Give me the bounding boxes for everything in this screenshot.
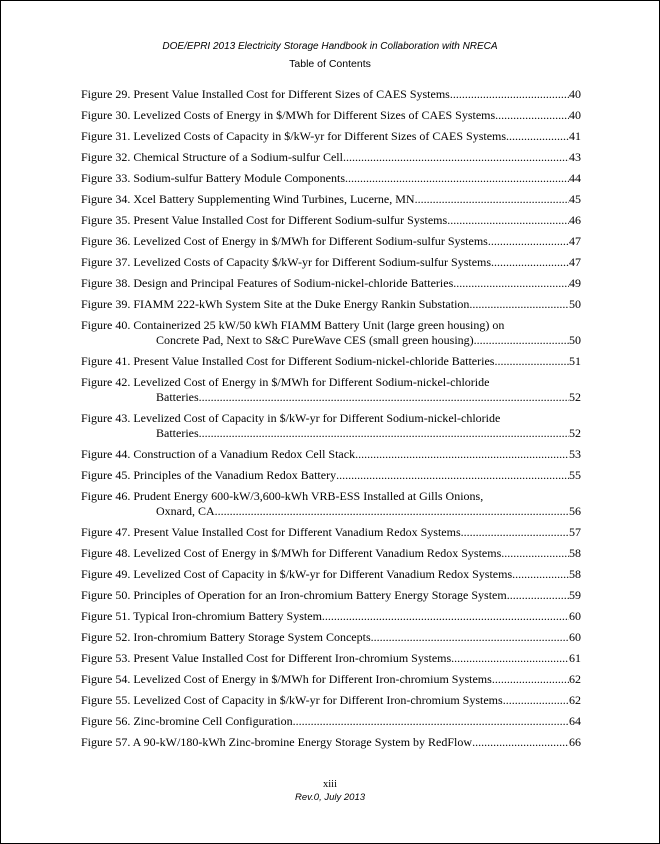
toc-leader-dots	[215, 504, 569, 519]
toc-entry-page: 51	[569, 354, 581, 368]
toc-leader-dots	[293, 714, 569, 729]
toc-leader-dots	[503, 693, 569, 708]
toc-entry[interactable]	[81, 213, 581, 228]
toc-leader-dots	[506, 129, 569, 144]
toc-leader-dots	[450, 87, 569, 102]
toc-entry-title: Figure 47. Present Value Installed Cost for Different Vanadium Redox Systems	[81, 525, 461, 539]
toc-entry-title: Figure 49. Levelized Cost of Capacity in $/kW-yr for Different Vanadium Redox Systems	[81, 567, 513, 581]
toc-entry-line	[81, 651, 581, 666]
toc-entry-title-continuation: Batteries	[156, 426, 199, 440]
toc-entry-title: Figure 55. Levelized Cost of Capacity in $/kW-yr for Different Iron-chromium Systems	[81, 693, 503, 707]
toc-leader-dots	[474, 333, 569, 348]
toc-entry-first-line	[81, 318, 581, 333]
toc-entry-line	[81, 630, 581, 645]
toc-entry-line	[81, 447, 581, 462]
toc-entry-line	[81, 735, 581, 750]
toc-leader-dots	[469, 297, 569, 312]
toc-entry[interactable]	[81, 234, 581, 249]
toc-entry-continuation-line	[81, 504, 581, 519]
toc-entry-line	[81, 129, 581, 144]
toc-entry[interactable]	[81, 489, 581, 519]
toc-entry-page: 62	[569, 672, 581, 686]
toc-entry[interactable]	[81, 468, 581, 483]
toc-leader-dots	[345, 171, 569, 186]
toc-entry-title: Figure 34. Xcel Battery Supplementing Wind Turbines, Lucerne, MN	[81, 192, 415, 206]
toc-entry[interactable]	[81, 192, 581, 207]
toc-entry[interactable]	[81, 354, 581, 369]
toc-entry-line	[81, 546, 581, 561]
toc-entry-title: Figure 32. Chemical Structure of a Sodium-sulfur Cell	[81, 150, 343, 164]
toc-leader-dots	[495, 108, 569, 123]
toc-entry[interactable]	[81, 297, 581, 312]
toc-entry-first-line	[81, 375, 581, 390]
toc-leader-dots	[199, 426, 569, 441]
toc-entry-first-line	[81, 489, 581, 504]
toc-entry-title: Figure 54. Levelized Cost of Energy in $/MWh for Different Iron-chromium Systems	[81, 672, 492, 686]
toc-entry[interactable]	[81, 318, 581, 348]
toc-entry-title: Figure 40. Containerized 25 kW/50 kWh FIAMM Battery Unit (large green housing) on	[81, 318, 505, 332]
toc-entry[interactable]	[81, 276, 581, 291]
table-of-contents	[81, 87, 581, 756]
footer-page-number: xiii	[322, 779, 337, 790]
toc-entry-title: Figure 56. Zinc-bromine Cell Configuration	[81, 714, 293, 728]
toc-entry-first-line	[81, 411, 581, 426]
header-subtitle: Table of Contents	[289, 58, 371, 70]
toc-entry[interactable]	[81, 108, 581, 123]
toc-entry-title: Figure 41. Present Value Installed Cost for Different Sodium-nickel-chloride Batteries	[81, 354, 495, 368]
toc-leader-dots	[415, 192, 569, 207]
toc-leader-dots	[453, 276, 569, 291]
toc-entry[interactable]	[81, 651, 581, 666]
toc-entry-page: 55	[569, 468, 581, 482]
toc-entry[interactable]	[81, 87, 581, 102]
toc-entry-title: Figure 57. A 90-kW/180-kWh Zinc-bromine Energy Storage System by RedFlow	[81, 735, 473, 749]
toc-entry-line	[81, 714, 581, 729]
toc-entry[interactable]	[81, 171, 581, 186]
toc-entry[interactable]	[81, 735, 581, 750]
toc-leader-dots	[491, 255, 569, 270]
toc-entry-line	[81, 693, 581, 708]
toc-leader-dots	[512, 567, 569, 582]
toc-entry-page: 62	[569, 693, 581, 707]
toc-leader-dots	[507, 588, 569, 603]
toc-entry-title: Figure 33. Sodium-sulfur Battery Module Components	[81, 171, 345, 185]
toc-leader-dots	[494, 354, 569, 369]
toc-entry-title: Figure 37. Levelized Costs of Capacity $/kW-yr for Different Sodium-sulfur Systems	[81, 255, 492, 269]
toc-entry-title: Figure 38. Design and Principal Features of Sodium-nickel-chloride Batteries	[81, 276, 454, 290]
toc-entry[interactable]	[81, 447, 581, 462]
toc-entry-line	[81, 354, 581, 369]
toc-entry[interactable]	[81, 150, 581, 165]
toc-entry-page: 43	[569, 150, 581, 164]
toc-entry-continuation-line	[81, 333, 581, 348]
toc-leader-dots	[447, 213, 569, 228]
toc-entry-line	[81, 234, 581, 249]
toc-entry-continuation-line	[81, 426, 581, 441]
toc-entry-title: Figure 52. Iron-chromium Battery Storage System Concepts	[81, 630, 371, 644]
toc-entry-title: Figure 53. Present Value Installed Cost for Different Iron-chromium Systems	[81, 651, 452, 665]
toc-entry-line	[81, 567, 581, 582]
toc-entry-line	[81, 525, 581, 540]
toc-entry-title-continuation: Oxnard, CA	[156, 504, 215, 518]
toc-entry-page: 58	[569, 567, 581, 581]
toc-leader-dots	[451, 651, 569, 666]
toc-entry-page: 58	[569, 546, 581, 560]
toc-entry-line	[81, 297, 581, 312]
toc-entry-line	[81, 108, 581, 123]
toc-entry-title: Figure 29. Present Value Installed Cost for Different Sizes of CAES Systems	[81, 87, 450, 101]
toc-entry[interactable]	[81, 255, 581, 270]
toc-leader-dots	[355, 447, 569, 462]
toc-leader-dots	[371, 630, 569, 645]
toc-entry-line	[81, 255, 581, 270]
toc-leader-dots	[472, 735, 569, 750]
toc-entry-page: 41	[569, 129, 581, 143]
toc-leader-dots	[336, 468, 569, 483]
toc-entry-line	[81, 609, 581, 624]
toc-entry-line	[81, 87, 581, 102]
toc-entry-page: 57	[569, 525, 581, 539]
toc-entry-page: 53	[569, 447, 581, 461]
toc-entry-page: 40	[569, 87, 581, 101]
toc-entry-page: 50	[569, 297, 581, 311]
toc-entry[interactable]	[81, 546, 581, 561]
toc-leader-dots	[501, 546, 569, 561]
toc-entry-title: Figure 30. Levelized Costs of Energy in $/MWh for Different Sizes of CAES Systems	[81, 108, 496, 122]
toc-entry-page: 47	[569, 234, 581, 248]
toc-entry[interactable]	[81, 672, 581, 687]
toc-leader-dots	[343, 150, 569, 165]
toc-entry-title: Figure 48. Levelized Cost of Energy in $/MWh for Different Vanadium Redox Systems	[81, 546, 502, 560]
toc-entry-line	[81, 171, 581, 186]
toc-entry-line	[81, 276, 581, 291]
toc-entry-page: 52	[569, 390, 581, 404]
toc-entry[interactable]	[81, 630, 581, 645]
toc-leader-dots	[461, 525, 569, 540]
toc-entry[interactable]	[81, 588, 581, 603]
toc-leader-dots	[199, 390, 569, 405]
toc-entry-page: 44	[569, 171, 581, 185]
toc-entry-title: Figure 35. Present Value Installed Cost for Different Sodium-sulfur Systems	[81, 213, 448, 227]
toc-entry-title: Figure 31. Levelized Costs of Capacity in $/kW-yr for Different Sizes of CAES Systems	[81, 129, 507, 143]
toc-entry-line	[81, 468, 581, 483]
toc-entry-page: 45	[569, 192, 581, 206]
toc-entry-line	[81, 150, 581, 165]
toc-entry-title: Figure 46. Prudent Energy 600-kW/3,600-kWh VRB-ESS Installed at Gills Onions,	[81, 489, 484, 503]
toc-entry-line	[81, 213, 581, 228]
toc-entry[interactable]	[81, 609, 581, 624]
toc-entry[interactable]	[81, 567, 581, 582]
header-title: DOE/EPRI 2013 Electricity Storage Handbook in Collaboration with NRECA	[162, 41, 498, 52]
toc-entry-line	[81, 588, 581, 603]
toc-entry-title: Figure 42. Levelized Cost of Energy in $/MWh for Different Sodium-nickel-chloride	[81, 375, 490, 389]
toc-entry-continuation-line	[81, 390, 581, 405]
toc-entry[interactable]	[81, 714, 581, 729]
toc-entry-line	[81, 672, 581, 687]
toc-leader-dots	[488, 234, 569, 249]
toc-leader-dots	[322, 609, 569, 624]
toc-entry-title: Figure 36. Levelized Cost of Energy in $/MWh for Different Sodium-sulfur Systems	[81, 234, 488, 248]
toc-entry-title: Figure 51. Typical Iron-chromium Battery System	[81, 609, 322, 623]
toc-entry-page: 64	[569, 714, 581, 728]
toc-entry-title: Figure 45. Principles of the Vanadium Redox Battery	[81, 468, 337, 482]
toc-entry-page: 49	[569, 276, 581, 290]
toc-entry-page: 60	[569, 609, 581, 623]
toc-entry-page: 56	[569, 504, 581, 518]
toc-leader-dots	[492, 672, 569, 687]
toc-entry-page: 50	[569, 333, 581, 347]
toc-entry-page: 52	[569, 426, 581, 440]
toc-entry-page: 46	[569, 213, 581, 227]
toc-entry-page: 59	[569, 588, 581, 602]
toc-entry-title: Figure 39. FIAMM 222-kWh System Site at the Duke Energy Rankin Substation	[81, 297, 470, 311]
toc-entry[interactable]	[81, 693, 581, 708]
toc-entry-page: 40	[569, 108, 581, 122]
toc-entry-title: Figure 50. Principles of Operation for an Iron-chromium Battery Energy Storage System	[81, 588, 507, 602]
toc-entry-title: Figure 44. Construction of a Vanadium Redox Cell Stack	[81, 447, 356, 461]
toc-entry-title-continuation: Batteries	[156, 390, 199, 404]
toc-entry[interactable]	[81, 525, 581, 540]
footer-revision: Rev.0, July 2013	[294, 792, 366, 803]
toc-entry[interactable]	[81, 411, 581, 441]
toc-entry-page: 66	[569, 735, 581, 749]
toc-entry[interactable]	[81, 129, 581, 144]
toc-entry-title: Figure 43. Levelized Cost of Capacity in $/kW-yr for Different Sodium-nickel-chloride	[81, 411, 501, 425]
toc-entry-page: 60	[569, 630, 581, 644]
toc-entry-line	[81, 192, 581, 207]
toc-entry-page: 61	[569, 651, 581, 665]
toc-entry-title-continuation: Concrete Pad, Next to S&C PureWave CES (small green housing)	[156, 333, 474, 347]
toc-entry-page: 47	[569, 255, 581, 269]
toc-entry[interactable]	[81, 375, 581, 405]
